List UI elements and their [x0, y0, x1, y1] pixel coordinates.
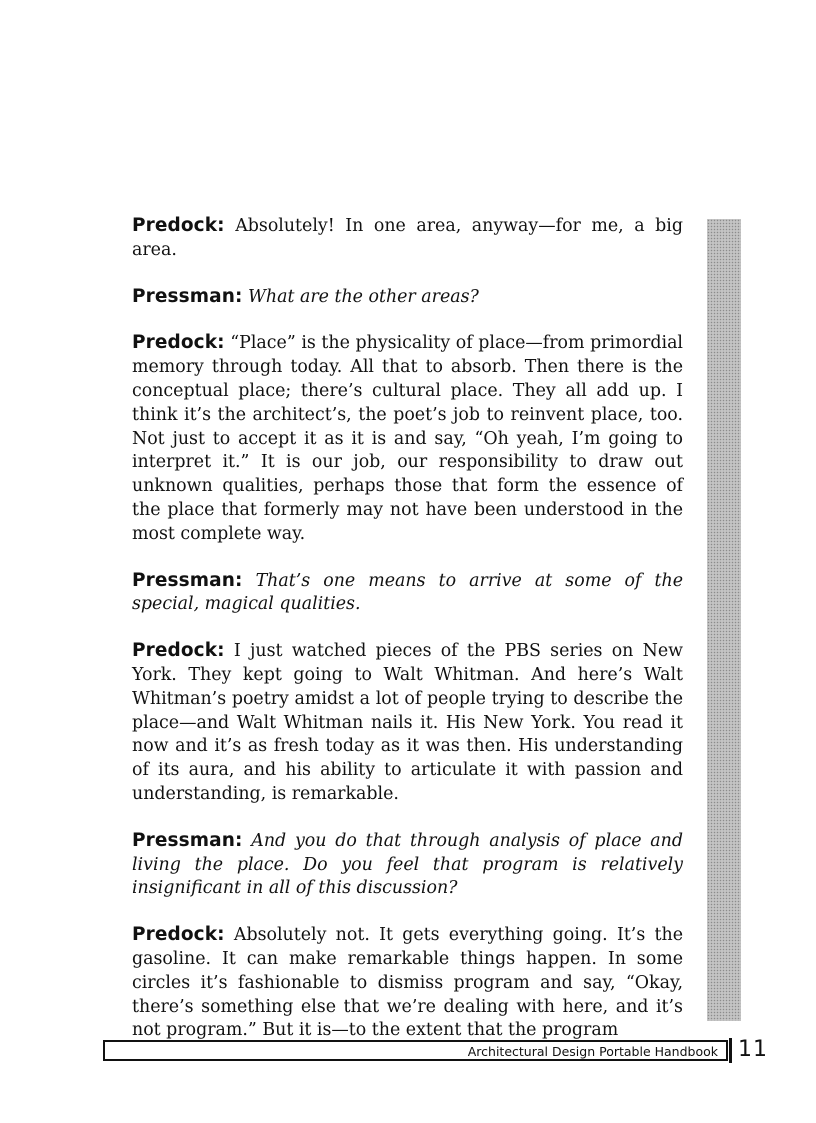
question-text: And you do that through analysis of place and living the place. Do you feel that program is relatively insignificant in all of this discussion?	[132, 830, 684, 899]
footer-divider	[729, 1038, 732, 1063]
answer-text: I just watched pieces of the PBS series on New York. They kept going to Walt Whitman. And here’s Walt Whitman’s poetry amidst a lot of people trying to describe the place—and Walt Whitman nails it. His New York. You read it now and it’s as fresh today as it was then. His understanding of its aura, and his ability to articulate it with passion and understanding, is remarkable.	[132, 641, 683, 804]
speaker-label: Predock:	[132, 924, 225, 946]
dialogue-paragraph	[132, 331, 683, 546]
dialogue-paragraph	[132, 285, 683, 310]
decorative-side-bar	[707, 219, 741, 1021]
dialogue-paragraph	[132, 639, 683, 807]
dialogue-paragraph	[132, 214, 683, 263]
speaker-label: Predock:	[132, 640, 225, 662]
question-text: What are the other areas?	[248, 286, 479, 307]
question-text: That’s one means to arrive at some of the special, magical qualities.	[132, 570, 684, 615]
speaker-label: Pressman:	[132, 829, 243, 851]
answer-text: “Place” is the physicality of place—from primordial memory through today. All that to absorb. Then there is the conceptual place; there’s cultural place. They all add up. I think it’s the architect’s, the poet’s job to reinvent place, too. Not just to accept it as it is and say, “Oh yeah, I’m going to interpret it.” It is our job, our responsibility to draw out unknown qualities, perhaps those that form the essence of the place that formerly may not have been understood in the most complete way.	[132, 333, 683, 544]
dialogue-paragraph	[132, 923, 683, 1043]
answer-text: Absolutely! In one area, anyway—for me, a big area.	[132, 216, 683, 260]
dialogue-paragraph	[132, 829, 683, 901]
footer-banner	[103, 1040, 728, 1061]
speaker-label: Predock:	[132, 332, 225, 354]
speaker-label: Pressman:	[132, 285, 243, 307]
answer-text: Absolutely not. It gets everything going. It’s the gasoline. It can make remarkable things happen. In some circles it’s fashionable to dismiss program and say, “Okay, there’s something else that we’re dealing with here, and it’s not program.” But it is—to the extent that the program	[132, 925, 683, 1041]
speaker-label: Predock:	[132, 215, 225, 236]
footer-book-title: Architectural Design Portable Handbook	[467, 1044, 718, 1059]
interview-text	[132, 214, 683, 1065]
dialogue-paragraph	[132, 569, 683, 618]
speaker-label: Pressman:	[132, 569, 243, 591]
page-number: 11	[738, 1037, 768, 1062]
